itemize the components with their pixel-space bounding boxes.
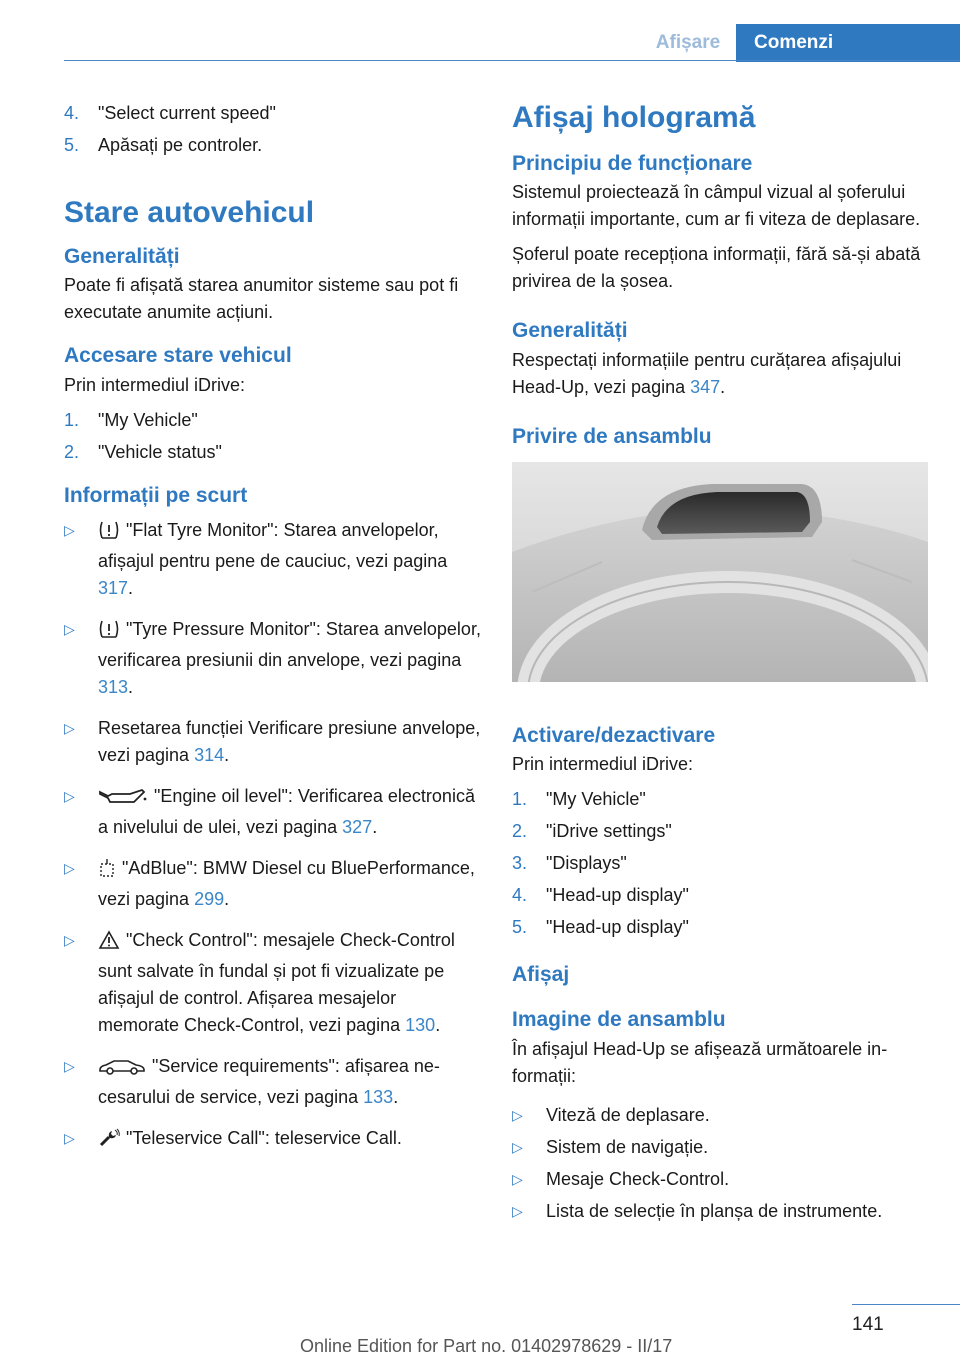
image-overview-intro: În afișajul Head-Up se afișează următoarele informații: — [512, 1038, 888, 1086]
access-steps — [64, 407, 482, 466]
header-rule — [64, 60, 960, 61]
service-car-icon — [98, 1057, 146, 1084]
page-link[interactable]: 317 — [98, 577, 129, 598]
page-number: 141 — [852, 1314, 884, 1335]
header-section-tab: Afișare — [655, 32, 721, 53]
tyre-warning-icon — [98, 520, 120, 548]
info-list — [64, 517, 482, 1156]
generalities-text: Poate fi afișată starea anumitor sisteme sau pot fi executate anumite acțiuni. — [64, 275, 459, 323]
hud-title: Afișaj hologramă — [512, 101, 756, 134]
list-item: 1. "My Vehicle" — [512, 789, 646, 810]
generalities-text: Respectați informațiile pentru curățarea afișajului Head-Up, vezi pagina 347. — [512, 349, 902, 397]
list-item: ▷ "Service requirements": afișarea necesarului de service, vezi pagina 133. — [64, 1055, 440, 1107]
access-intro: Prin intermediul iDrive: — [64, 374, 246, 395]
activation-intro: Prin intermediul iDrive: — [512, 754, 694, 775]
steps-top — [64, 100, 482, 159]
list-item: ▷ "AdBlue": BMW Diesel cu BluePerformance, vezi pagina 299. — [64, 857, 475, 909]
list-item: 3. "Displays" — [512, 853, 627, 874]
list-item: 5. Apăsați pe controler. — [64, 135, 263, 155]
left-column — [64, 100, 482, 1172]
page-link[interactable]: 133 — [363, 1086, 394, 1107]
image-overview-list — [512, 1102, 932, 1225]
oil-can-icon — [98, 787, 148, 814]
footer-rule — [852, 1304, 960, 1305]
tyre-warning-icon — [98, 619, 120, 647]
list-item: ▷ "Teleservice Call": teleservice Call. — [64, 1125, 482, 1156]
page-link[interactable]: 327 — [342, 816, 373, 837]
list-item: 2. "Vehicle status" — [64, 441, 222, 462]
page-link[interactable]: 299 — [194, 888, 225, 909]
generalities-heading: Generalități — [512, 319, 628, 343]
list-item: ▷ "Check Control": mesajele Check-Control sunt salvate în fundal și pot fi vizualizate pe afișajul de control. Afișarea mesajelor memorate Check-Control, vezi pagina 130. — [64, 929, 455, 1035]
list-item: 4. "Head-up display" — [512, 885, 689, 906]
list-item: 1. "My Vehicle" — [64, 409, 198, 430]
principle-heading: Principiu de funcționare — [512, 152, 753, 175]
page-link[interactable]: 130 — [405, 1014, 436, 1035]
info-heading: Informații pe scurt — [64, 483, 248, 507]
activation-steps — [512, 786, 932, 941]
list-item: ▷ Resetarea funcției Verificare presiune anvelope, vezi pagina 314. — [64, 717, 481, 765]
image-overview-heading: Imagine de ansamblu — [512, 1008, 726, 1032]
wrench-icon — [98, 1128, 120, 1156]
list-item: ▷ Lista de selecție în planșa de instrumente. — [512, 1200, 883, 1221]
list-item: ▷ "Engine oil level": Verificarea electronică a nivelului de ulei, vezi pagina 327. — [64, 785, 475, 837]
display-heading: Afișaj — [512, 963, 570, 987]
list-item: ▷ Viteză de deplasare. — [512, 1104, 710, 1125]
list-item: 4. "Select current speed" — [64, 103, 276, 123]
page-link[interactable]: 313 — [98, 676, 129, 697]
list-item: ▷ "Tyre Pressure Monitor": Starea anvelopelor, verificarea presiunii din anvelope, vezi pagina 313. — [64, 618, 481, 697]
principle-text-2: Șoferul poate recepționa informații, fără să-și abată privirea de la șosea. — [512, 244, 921, 292]
generalities-heading: Generalități — [64, 245, 180, 268]
overview-heading: Privire de ansamblu — [512, 424, 712, 448]
page-link[interactable]: 314 — [194, 744, 225, 765]
list-item: ▷ Mesaje Check-Control. — [512, 1168, 730, 1189]
list-item: ▷ Sistem de navigație. — [512, 1136, 709, 1157]
header-chapter-tab: Comenzi — [736, 24, 960, 62]
adblue-icon — [98, 858, 116, 886]
right-column — [512, 100, 932, 1241]
list-item: 5. "Head-up display" — [512, 917, 689, 938]
activation-heading: Activare/dezactivare — [512, 723, 716, 747]
list-item: ▷ "Flat Tyre Monitor": Starea anvelopelor, afișajul pentru pene de cauciuc, vezi pagina 317. — [64, 519, 448, 598]
hud-photo — [512, 462, 928, 682]
section-title: Stare autovehicul — [64, 196, 315, 229]
principle-text-1: Sistemul proiectează în câmpul vizual al șoferului informații importante, cum ar fi viteza de deplasare. — [512, 182, 921, 230]
page-link[interactable]: 347 — [690, 376, 721, 397]
warning-triangle-icon — [98, 930, 120, 958]
edition-footer: Online Edition for Part no. 01402978629 - II/17 — [300, 1336, 673, 1356]
access-heading: Accesare stare vehicul — [64, 344, 292, 368]
list-item: 2. "iDrive settings" — [512, 821, 672, 842]
